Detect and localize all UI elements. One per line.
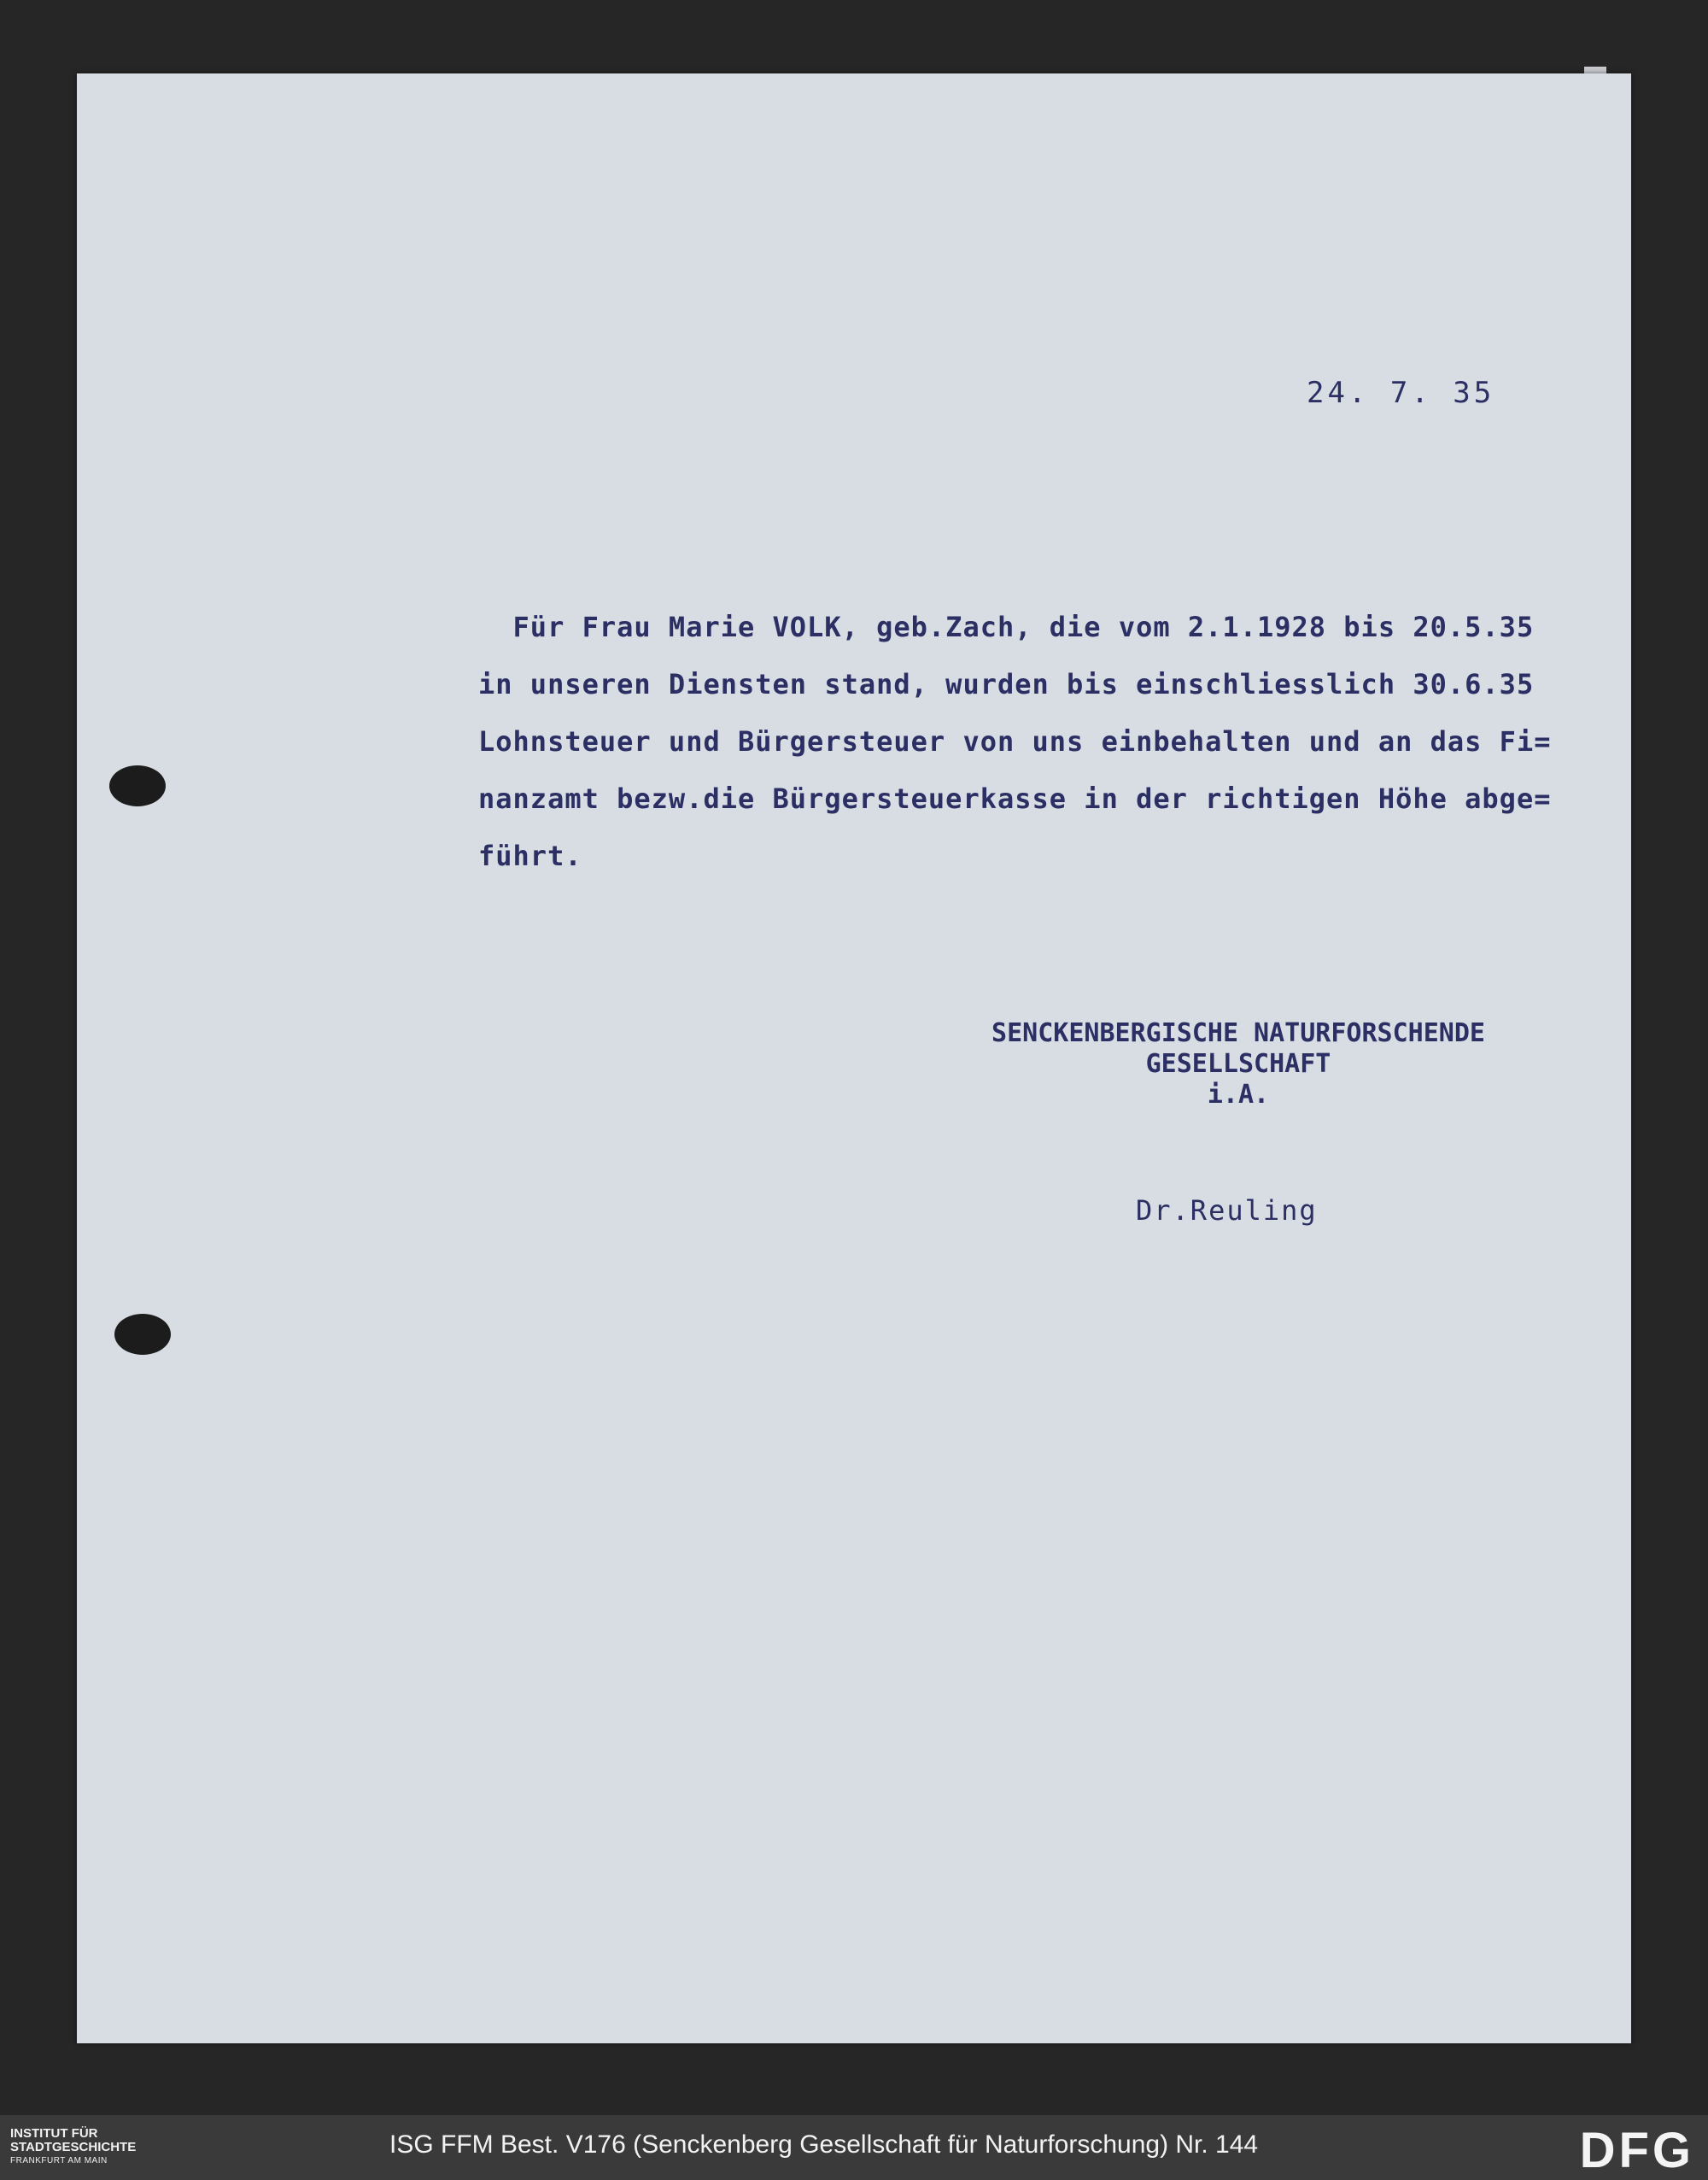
organization-line-2: GESELLSCHAFT <box>1145 1049 1331 1079</box>
institute-logo-line-1: INSTITUT FÜR <box>10 2126 98 2141</box>
body-line: Für Frau Marie VOLK, geb.Zach, die vom 2.1.1928 bis 20.5.35 <box>478 611 1535 643</box>
institute-logo <box>10 2127 136 2168</box>
body-line: Lohnsteuer und Bürgersteuer von uns einbehalten und an das Fi= <box>478 725 1552 758</box>
letter-body <box>478 603 1597 889</box>
dfg-logo: DFG <box>1579 2123 1694 2178</box>
archive-reference: ISG FFM Best. V176 (Senckenberg Gesellschaft für Naturforschung) Nr. 144 <box>389 2130 1259 2159</box>
body-line: nanzamt bezw.die Bürgersteuerkasse in der richtigen Höhe abge= <box>478 782 1552 815</box>
body-line: führt. <box>478 840 582 872</box>
punch-hole-top <box>109 765 166 806</box>
punch-hole-bottom <box>114 1314 171 1355</box>
institute-logo-line-3: FRANKFURT AM MAIN <box>10 2156 108 2165</box>
signer-name: Dr.Reuling <box>1136 1194 1318 1227</box>
letter-date: 24. 7. 35 <box>1307 376 1495 410</box>
institute-logo-line-2: STADTGESCHICHTE <box>10 2140 137 2154</box>
signature-block <box>931 1018 1546 1111</box>
footer-bar <box>0 2115 1708 2180</box>
on-behalf-line: i.A. <box>1207 1080 1270 1110</box>
organization-line-1: SENCKENBERGISCHE NATURFORSCHENDE <box>991 1018 1485 1048</box>
body-line: in unseren Diensten stand, wurden bis einschliesslich 30.6.35 <box>478 668 1535 700</box>
